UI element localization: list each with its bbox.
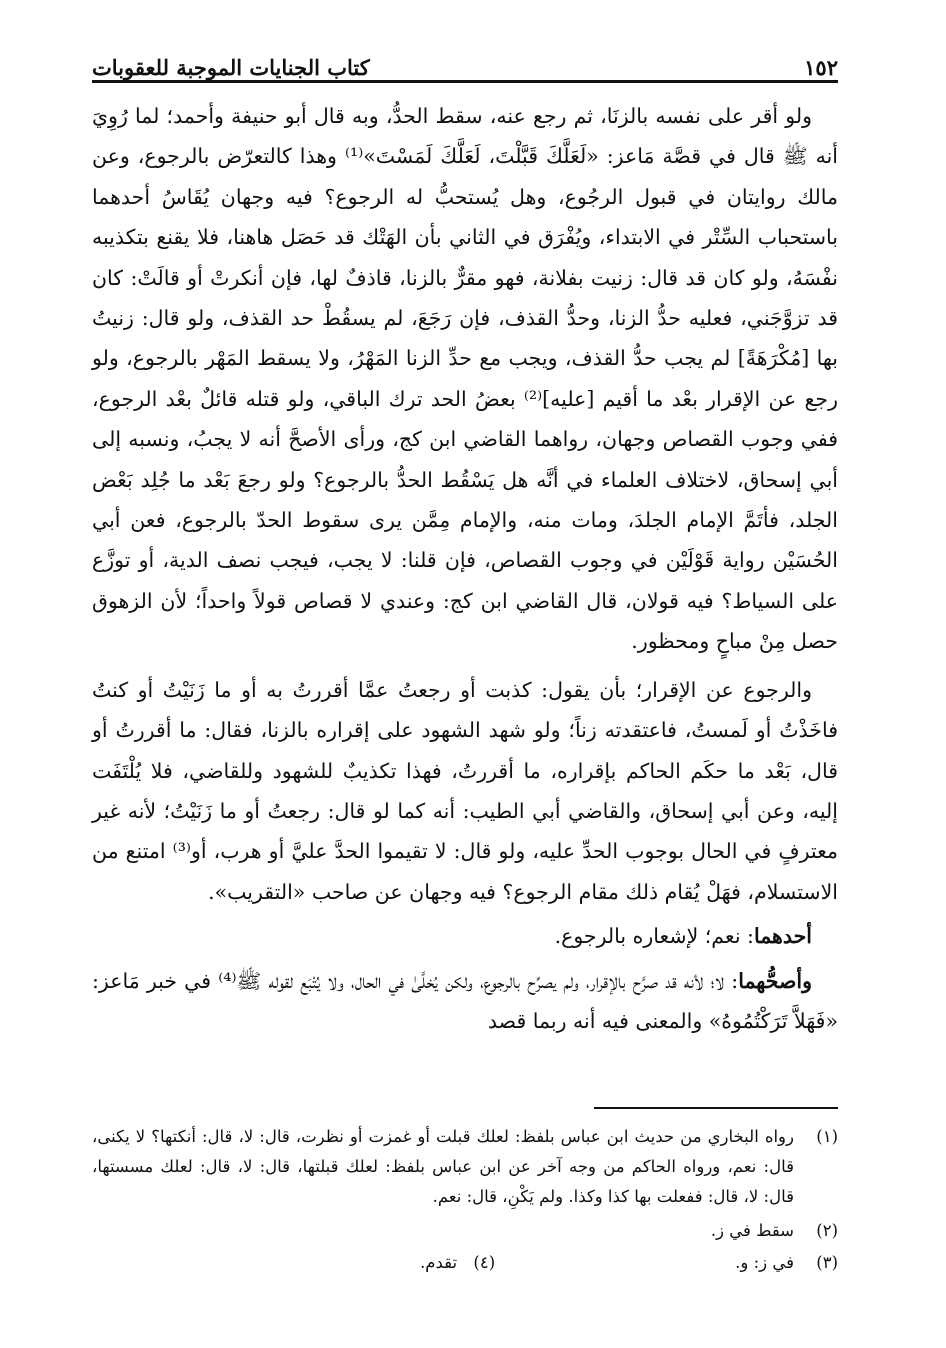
running-header <box>92 40 838 80</box>
footnote-1 <box>92 1122 838 1212</box>
footnote-row <box>92 1248 838 1278</box>
main-text <box>92 96 838 1041</box>
footnote-text: سقط في ز. <box>710 1221 794 1240</box>
header-rule <box>92 80 838 83</box>
footnote-number: (٢) <box>816 1221 838 1240</box>
footnote-number: (١) <box>816 1127 838 1146</box>
footnote-text: تقدم. <box>420 1253 458 1272</box>
footnote-2 <box>92 1216 838 1246</box>
footnote-4 <box>420 1248 495 1278</box>
second-view-text: : لا؛ لأنه قد صرَّح بالإقرار، ولم يصرِّح بالرجوع، ولكن يُخلَّىٰ في الحال، ولا يُتْبَع لقوله ﷺ⁽⁴⁾ في خبر مَاعز: «فَهَلاَّ تَرَكْتُمُوهُ» والمعنى فيه أنه ربما قصد <box>92 968 838 1033</box>
footnote-3 <box>735 1248 838 1278</box>
first-view-text: : نعم؛ لإشعاره بالرجوع. <box>554 924 754 949</box>
footnote-text: رواه البخاري من حديث ابن عباس بلفظ: لعلك قبلت أو غمزت أو نظرت، قال: لا، قال: أنكتها؟ لا يكنى، قال: نعم، ورواه الحاكم من وجه آخر عن ابن عباس بلفظ: لعلك قبلتها، قال: لا، قال: لعلك مسستها، قال: لا، قال: ففعلت بها كذا وكذا. ولم يَكْنِ، قال: نعم. <box>92 1127 794 1206</box>
footnote-number: (٣) <box>816 1253 838 1272</box>
paragraph-forms-of-retraction: والرجوع عن الإقرار؛ بأن يقول: كذبت أو رجعتُ عمَّا أقررتُ به أو ما زَنَيْتُ أو كنتُ فاخَذْتُ أو لَمستُ، فاعتقدته زناً؛ ولو شهد الشهود على إقراره بالزنا، فقال: ما أقررتُ أو قال، بَعْد ما حكَم الحاكم بإقراره، ما أقررتُ، فهذا تكذيبٌ للشهود وللقاضي، فلا يُلْتَفَت إليه، وعن أبي إسحاق، والقاضي أبي الطيب: أنه كما لو قال: رجعتُ أو ما زَنَيْتُ؛ لأنه غير معترفٍ في الحال بوجوب الحدِّ عليه، ولو قال: لا تقيموا الحدَّ عليَّ أو هرب، أو⁽³⁾ امتنع من الاستسلام، فهَلْ يُقام ذلك مقام الرجوع؟ فيه وجهان عن صاحب «التقريب». <box>92 677 838 904</box>
footnote-rule <box>594 1107 838 1109</box>
footnotes <box>92 1122 838 1278</box>
paragraph-second-view <box>92 961 838 1042</box>
footnote-text: في ز: و. <box>735 1253 794 1272</box>
footnote-number: (٤) <box>473 1253 496 1272</box>
paragraph-first-view <box>92 916 838 956</box>
second-view-label: وأصحُّهما <box>738 968 812 993</box>
first-view-label: أحدهما <box>753 924 812 949</box>
book-title: كتاب الجنايات الموجبة للعقوبات <box>92 55 370 80</box>
page-number: ١٥٢ <box>804 55 838 80</box>
paragraph-retraction-of-confession: ولو أقر على نفسه بالزنَا، ثم رجع عنه، سقط الحدُّ، وبه قال أبو حنيفة وأحمد؛ لما رُوِيَ أنه ﷺ قال في قصَّة مَاعز: «لَعَلَّكَ قَبَّلْتَ، لَعَلَّكَ لَمَسْتَ»⁽¹⁾ وهذا كالتعرّض بالرجوع، وعن مالك روايتان في قبول الرجُوع، وهل يُستحبُّ له الرجوع؟ فيه وجهان يُقَاسُ أحدهما باستحباب السِّتْر في الابتداء، ويُفْرَق في الثاني بأن الهَتْك قد حَصَل هاهنا، فلا يقنع بتكذيبه نفْسَهُ، ولو كان قد قال: زنيت بفلانة، فهو مقرٌّ بالزنا، قاذفٌ لها، فإن أنكرتْ أو قالَتْ: كان قد تزوَّجَني، فعليه حدُّ الزنا، وحدُّ القذف، فإن رَجَعَ، لم يسقُطْ حد القذف، ولو قال: زنيتُ بها [مُكْرَهَةً] لم يجب حدُّ القذف، ويجب مع حدِّ الزنا المَهْرُ، ولا يسقط المَهْر بالرجوع، ولو رجع عن الإقرار بعْد ما أقيم [عليه]⁽²⁾ بعضُ الحد ترك الباقي، ولو قتله قائلٌ بعْد الرجوع، ففي وجوب القصاص وجهان، رواهما القاضي ابن كج، ورأى الأصحَّ أنه لا يجبُ، ونسبه إلى أبي إسحاق، لاختلاف العلماء في أنَّه هل يَسْقُط الحدُّ بالرجوع؟ ولو رجعَ بَعْد ما جُلِد بَعْض الجلد، فأتَمَّ الإمام الجلدَ، ومات منه، والإمام مِمَّن يرى سقوط الحدّ بالرجوع، فعن أبي الحُسَيْن رواية قَوْلَيْن في وجوب القصاص، فإن قلنا: لا يجب، فيجب نصف الدية، أو توزَّع على السياط؟ فيه قولان، قال القاضي ابن كج: وعندي لا قصاص قولاً واحداً؛ لأن الزهوق حصل مِنْ مباحٍ ومحظور. <box>92 104 838 654</box>
